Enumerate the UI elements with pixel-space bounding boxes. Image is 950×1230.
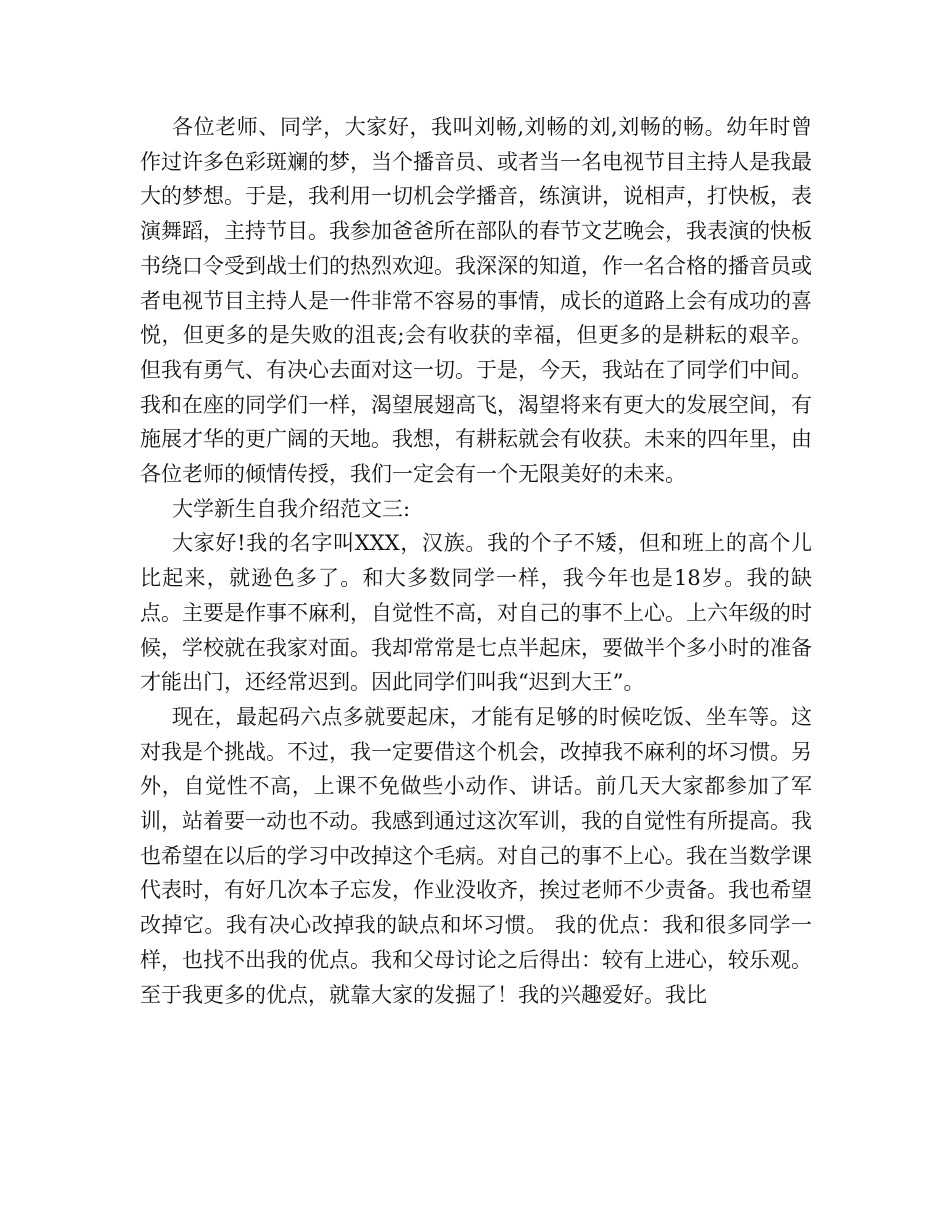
section-heading-sample-three: 大学新生自我介绍范文三: [172,496,411,521]
paragraph-self-intro-xxx: 大家好!我的名字叫XXX，汉族。我的个子不矮，但和班上的高个儿比起来，就逊色多了。和大多数同学一样，我今年也是18岁。我的缺点。主要是作事不麻利，自觉性不高，对自己的事不上心。上六年级的时候，学校就在我家对面。我却常常是七点半起床，要做半个多小时的准备才能出门，还经常迟到。因此同学们叫我“迟到大王”。 [140,531,812,695]
paragraph-self-intro-liu-chang: 各位老师、同学，大家好，我叫刘畅,刘畅的刘,刘畅的畅。幼年时曾作过许多色彩斑斓的梦，当个播音员、或者当一名电视节目主持人是我最大的梦想。于是，我利用一切机会学播音，练演讲，说相声，打快板，表演舞蹈，主持节目。我参加爸爸所在部队的春节文艺晚会，我表演的快板书绕口令受到战士们的热烈欢迎。我深深的知道，作一名合格的播音员或者电视节目主持人是一件非常不容易的事情，成长的道路上会有成功的喜悦，但更多的是失败的沮丧;会有收获的幸福，但更多的是耕耘的艰辛。但我有勇气、有决心去面对这一切。于是，今天，我站在了同学们中间。我和在座的同学们一样，渴望展翅高飞，渴望将来有更大的发展空间，有施展才华的更广阔的天地。我想，有耕耘就会有收获。未来的四年里，由各位老师的倾情传授，我们一定会有一个无限美好的未来。 [140,115,812,487]
paragraph-habits-and-strengths: 现在，最起码六点多就要起床，才能有足够的时候吃饭、坐车等。这对我是个挑战。不过，我一定要借这个机会，改掉我不麻利的坏习惯。另外，自觉性不高，上课不免做些小动作、讲话。前几天大家都参加了军训，站着要一动也不动。我感到通过这次军训，我的自觉性有所提高。我也希望在以后的学习中改掉这个毛病。对自己的事不上心。我在当数学课代表时，有好几次本子忘发，作业没收齐，挨过老师不少责备。我也希望改掉它。我有决心改掉我的缺点和坏习惯。 我的优点：我和很多同学一样，也找不出我的优点。我和父母讨论之后得出：较有上进心，较乐观。至于我更多的优点，就靠大家的发掘了！我的兴趣爱好。我比 [140,704,812,1007]
document-body [140,110,812,1012]
